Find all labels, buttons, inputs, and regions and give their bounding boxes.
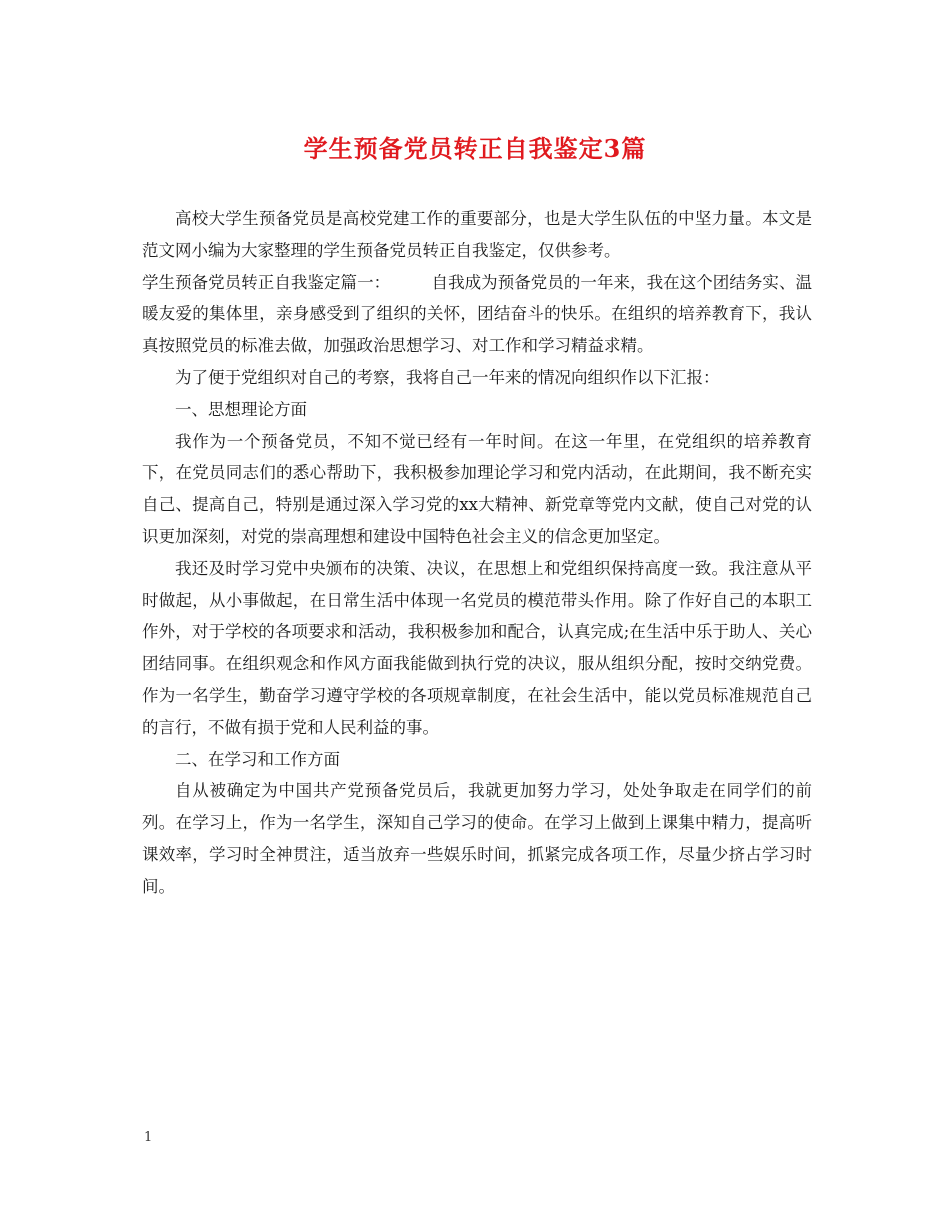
heading-ideology: 一、思想理论方面	[175, 399, 307, 419]
document-title: 学生预备党员转正自我鉴定3篇	[303, 134, 647, 163]
page-number: 1	[144, 1130, 153, 1145]
paragraph-ideology: 我作为一个预备党员，不知不觉已经有一年时间。在这一年里，在党组织的培养教育下，在党员同志们的悉心帮助下，我积极参加理论学习和党内活动，在此期间，我不断充实自己、提高自己，特别是通过深入学习党的xx大精神、新党章等党内文献，使自己对党的认识更加深刻，对党的崇高理想和建设中国特色社会主义的信念更加坚定。	[142, 431, 812, 546]
paragraph-report-intro: 为了便于党组织对自己的考察，我将自己一年来的情况向组织作以下汇报：	[175, 367, 720, 387]
paragraph-study-work: 自从被确定为中国共产党预备党员后，我就更加努力学习，处处争取走在同学们的前列。在学习上，作为一名学生，深知自己学习的使命。在学习上做到上课集中精力，提高听课效率，学习时全神贯注，适当放弃一些娱乐时间，抓紧完成各项工作，尽量少挤占学习时间。	[142, 781, 812, 896]
heading-study-work: 二、在学习和工作方面	[175, 749, 340, 769]
paragraph-conduct: 我还及时学习党中央颁布的决策、决议，在思想上和党组织保持高度一致。我注意从平时做起，从小事做起，在日常生活中体现一名党员的模范带头作用。除了作好自己的本职工作外，对于学校的各项要求和活动，我积极参加和配合，认真完成;在生活中乐于助人、关心团结同事。在组织观念和作风方面我能做到执行党的决议，服从组织分配，按时交纳党费。作为一名学生，勤奋学习遵守学校的各项规章制度，在社会生活中，能以党员标准规范自己的言行，不做有损于党和人民利益的事。	[142, 558, 812, 737]
paragraph-section-heading: 学生预备党员转正自我鉴定篇一： 自我成为预备党员的一年来，我在这个团结务实、温暖友爱的集体里，亲身感受到了组织的关怀，团结奋斗的快乐。在组织的培养教育下，我认真按照党员的标准去做，加强政治思想学习、对工作和学习精益求精。	[142, 272, 812, 356]
paragraph-intro: 高校大学生预备党员是高校党建工作的重要部分，也是大学生队伍的中坚力量。本文是范文网小编为大家整理的学生预备党员转正自我鉴定，仅供参考。	[142, 209, 812, 260]
document-body	[142, 203, 812, 903]
